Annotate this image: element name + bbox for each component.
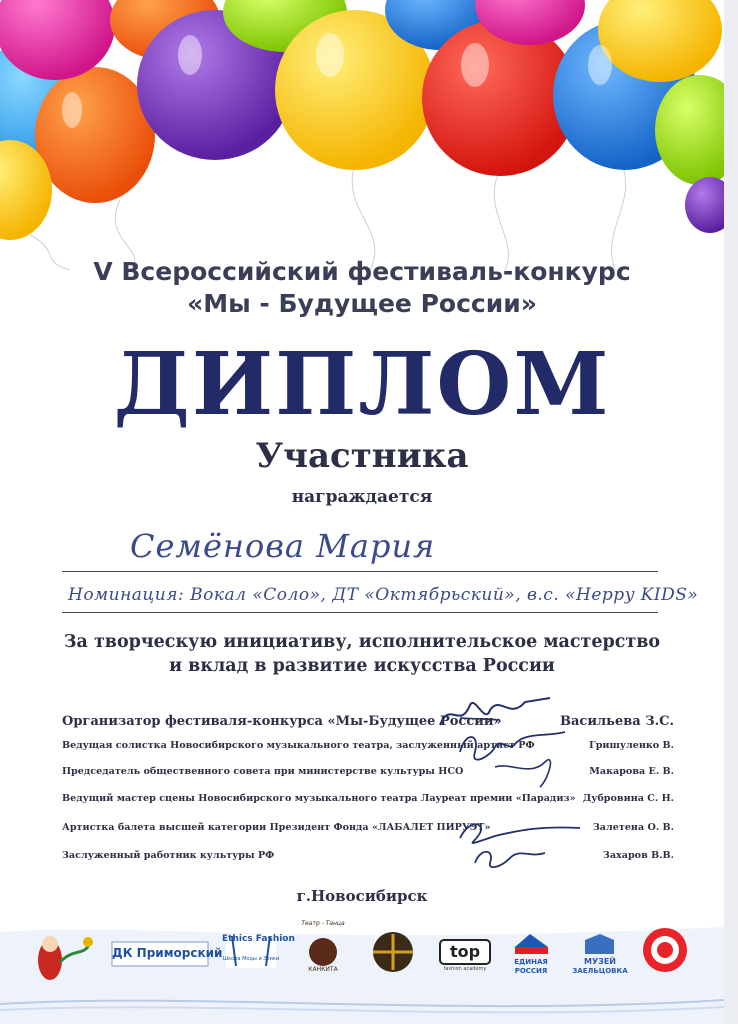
logo-edinaya-line2: РОССИЯ xyxy=(514,967,548,975)
logo-top-sub: fashion academy xyxy=(443,966,487,972)
signatory-row xyxy=(62,766,674,786)
balloons-decoration xyxy=(0,0,724,270)
festival-title-line1: V Всероссийский фестиваль-конкурс xyxy=(93,257,631,286)
logo-teatr-sub: КАНКИТА xyxy=(308,966,338,973)
merit-line1: За творческую инициативу, исполнительское мастерство xyxy=(63,632,661,652)
logo-muzey-line2: ЗАЕЛЬЦОВКА xyxy=(572,967,628,975)
diploma-title: ДИПЛОМ xyxy=(113,334,611,435)
logo-teatr: Театр - Танца xyxy=(301,920,345,927)
festival-title-line2: «Мы - Будущее России» xyxy=(187,289,537,318)
signatory-name: Залетена О. В. xyxy=(592,822,674,833)
awarded-label: награждается xyxy=(291,487,433,507)
merit-line2: и вклад в развитие искусства России xyxy=(169,656,555,676)
logo-dk-primorsky: ДК Приморский xyxy=(112,946,223,960)
signatory-name: Гришуленко В. xyxy=(589,740,674,751)
signatory-role: Организатор фестиваля-конкурса «Мы-Будущее России» xyxy=(62,714,502,729)
signatory-row xyxy=(62,740,674,760)
diploma-subtitle: Участника xyxy=(255,436,469,476)
signature-zaletena xyxy=(440,808,590,878)
signatory-role: Заслуженный работник культуры РФ xyxy=(62,850,275,861)
city-label: г.Новосибирск xyxy=(296,887,428,905)
logo-top: top xyxy=(449,942,481,961)
logo-muzey-line1: МУЗЕЙ xyxy=(584,957,616,966)
signatory-name: Захаров В.В. xyxy=(602,850,674,861)
logo-edinaya-line1: ЕДИНАЯ xyxy=(514,958,548,966)
recipient-nomination: Номинация: Вокал «Соло», ДТ «Октябрьский», в.с. «Heppy KIDS» xyxy=(68,585,699,605)
logo-ethics-fashion: Ethics Fashion xyxy=(222,934,295,944)
signatory-name: Макарова Е. В. xyxy=(589,766,674,777)
signatory-name: Васильева З.С. xyxy=(560,714,674,729)
name-underline xyxy=(62,571,658,572)
signatory-role: Ведущий мастер сцены Новосибирского музыкального театра Лауреат премии «Парадиз» xyxy=(62,793,576,804)
logo-ethics-sub: Школа Моды и Этики xyxy=(222,956,280,962)
signatory-role: Артистка балета высшей категории Президент Фонда «ЛАБАЛЕТ ПИРУЭТ» xyxy=(62,822,491,833)
page-edge xyxy=(724,0,738,1024)
signature-grishulenko xyxy=(455,722,575,792)
signatory-role: Председатель общественного совета при министерстве культуры НСО xyxy=(62,766,464,777)
signatory-role: Ведущая солистка Новосибирского музыкального театра, заслуженный артист РФ xyxy=(62,740,535,751)
signatory-row xyxy=(62,714,674,734)
signatory-name: Дубровина С. Н. xyxy=(582,793,674,804)
nomination-underline xyxy=(62,612,658,613)
recipient-name: Семёнова Мария xyxy=(130,527,436,565)
